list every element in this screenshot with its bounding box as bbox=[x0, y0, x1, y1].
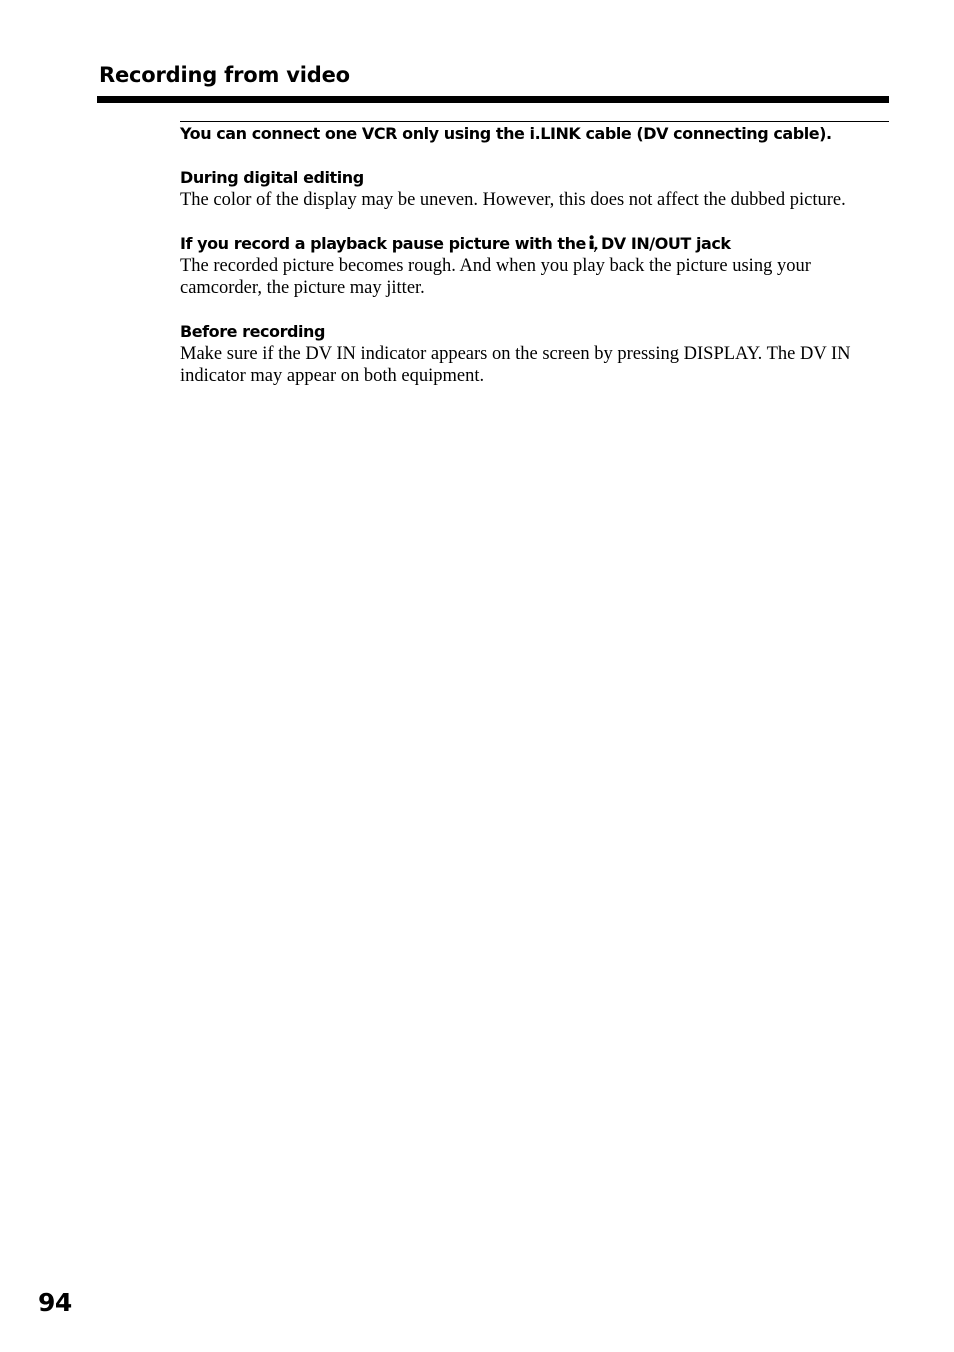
lead-note: You can connect one VCR only using the i.LINK cable (DV connecting cable). bbox=[180, 124, 832, 143]
note-body: The color of the display may be uneven. However, this does not affect the dubbed picture. bbox=[180, 190, 846, 210]
note-heading-text: DV IN/OUT jack bbox=[600, 234, 731, 253]
note-heading: Before recording bbox=[180, 322, 326, 341]
page-number: 94 bbox=[38, 1288, 72, 1317]
title-rule bbox=[97, 96, 889, 103]
note-body: Make sure if the DV IN indicator appears on the screen by pressing DISPLAY. The DV IN indicator may appear on both equipment. bbox=[180, 344, 851, 386]
notes-rule bbox=[180, 121, 889, 122]
i-link-icon bbox=[588, 235, 598, 252]
note-body: The recorded picture becomes rough. And when you play back the picture using your camcorder, the picture may jitter. bbox=[180, 256, 811, 298]
note-before-recording bbox=[180, 321, 880, 387]
section-title: Recording from video bbox=[99, 63, 350, 87]
note-digital-editing bbox=[180, 167, 880, 211]
notes-content bbox=[180, 123, 880, 387]
note-heading bbox=[180, 233, 880, 255]
note-heading: During digital editing bbox=[180, 168, 364, 187]
note-heading-text: If you record a playback pause picture with the bbox=[180, 234, 586, 253]
note-playback-pause bbox=[180, 233, 880, 299]
